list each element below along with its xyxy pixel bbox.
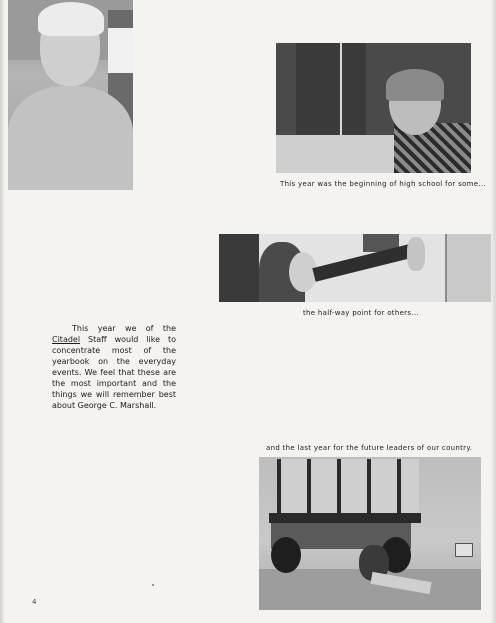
publication-name: Citadel — [52, 335, 81, 344]
page-number: 4 — [32, 598, 37, 606]
page-edge-right — [490, 0, 496, 623]
caption-beginning: This year was the beginning of high school for some... — [280, 180, 486, 188]
wheel — [271, 537, 301, 573]
photo-student-portrait — [8, 0, 133, 190]
intro-body: Staff would like to concentrate most of the yearbook on the everyday events. We feel that these are the most important and the things we will remember best about George C. Marshall. — [52, 335, 176, 410]
intro-lead: This year we of the — [72, 324, 176, 333]
caption-last-year: and the last year for the future leaders of our country. — [266, 444, 473, 452]
photo-truck-scene — [259, 457, 481, 610]
intro-paragraph — [52, 323, 176, 411]
truck-rack — [277, 459, 419, 515]
photo-girl-at-wall — [219, 234, 491, 302]
hair — [38, 2, 104, 36]
desk — [276, 135, 406, 173]
hair — [386, 69, 444, 101]
page-edge-left — [0, 0, 5, 623]
photo-student-at-desk — [276, 43, 471, 173]
hand — [407, 237, 425, 271]
torso — [8, 86, 133, 190]
caption-halfway: the half-way point for others... — [303, 309, 419, 317]
